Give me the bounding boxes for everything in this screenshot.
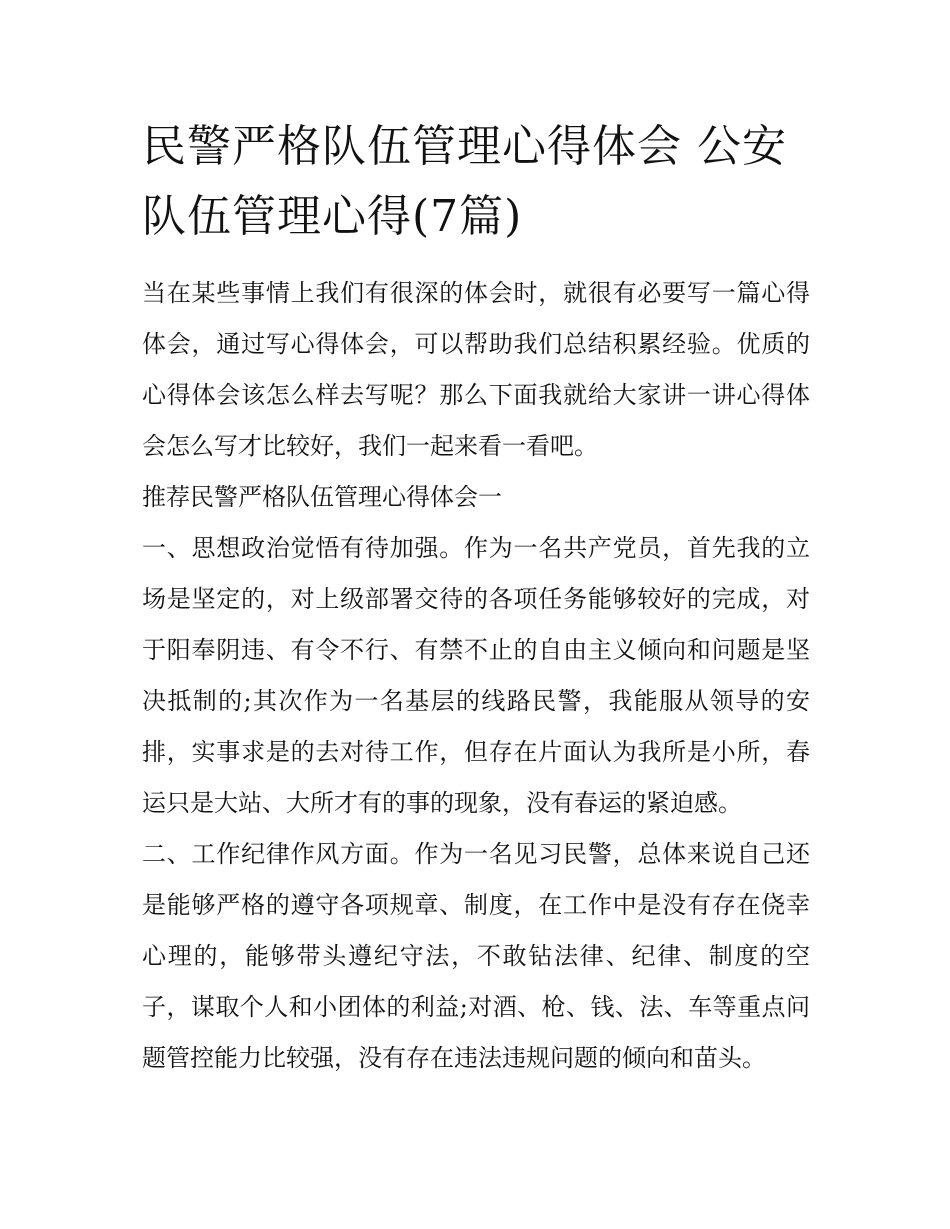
section-heading: 推荐民警严格队伍管理心得体会一: [142, 483, 502, 511]
intro-paragraph: 当在某些事情上我们有很深的体会时，就很有必要写一篇心得体会，通过写心得体会，可以帮助我们总结积累经验。优质的心得体会该怎么样去写呢？那么下面我就给大家讲一讲心得体会怎么写才比较好，我们一起来看一看吧。: [142, 279, 810, 460]
body-paragraph-political: 一、思想政治觉悟有待加强。作为一名共产党员，首先我的立场是坚定的，对上级部署交待的各项任务能够较好的完成，对于阳奉阴违、有令不行、有禁不止的自由主义倾向和问题是坚决抵制的;其次作为一名基层的线路民警，我能服从领导的安排，实事求是的去对待工作，但存在片面认为我所是小所，春运只是大站、大所才有的事的现象，没有春运的紧迫感。: [142, 534, 810, 817]
body-paragraph-discipline: 二、工作纪律作风方面。作为一名见习民警，总体来说自己还是能够严格的遵守各项规章、制度，在工作中是没有存在侥幸心理的，能够带头遵纪守法，不敢钻法律、纪律、制度的空子，谋取个人和小团体的利益;对酒、枪、钱、法、车等重点问题管控能力比较强，没有存在违法违规问题的倾向和苗头。: [142, 840, 810, 1072]
document-body: [142, 112, 810, 1084]
document-title: 民警严格队伍管理心得体会 公安队伍管理心得(7篇): [142, 121, 787, 242]
